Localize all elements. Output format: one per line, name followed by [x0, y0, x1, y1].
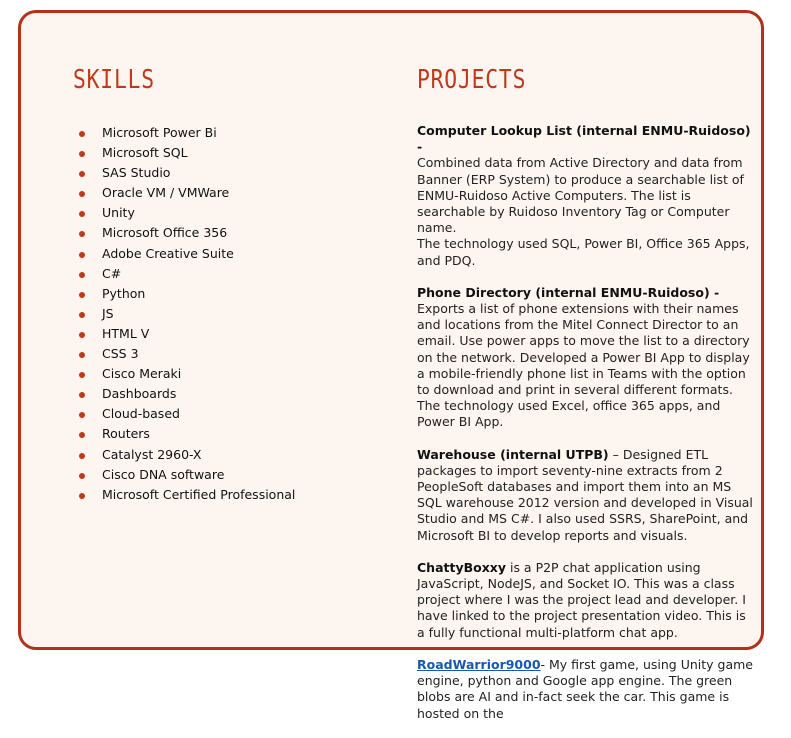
skill-item [73, 143, 373, 163]
skill-label: Cisco DNA software [102, 466, 225, 482]
project-title: ChattyBoxxy [417, 559, 506, 575]
skill-label: Cisco Meraki [102, 366, 182, 382]
skills-list [73, 123, 373, 505]
skill-label: Microsoft Office 356 [102, 225, 228, 241]
bullet-icon [79, 191, 85, 197]
skill-item [73, 445, 373, 465]
skill-label: Microsoft Power Bi [102, 125, 217, 140]
skill-item [73, 465, 373, 485]
skill-label: C# [102, 265, 122, 281]
skill-label: HTML V [102, 325, 150, 341]
project-description: Exports a list of phone extensions with their names and locations from the Mitel Connect Director to an email. Use power apps to move the list to a directory on the network. Developed a Power BI App to display a mobile-friendly phone list in Teams with the option to download and print in several different formats. [417, 301, 750, 398]
bullet-icon [79, 131, 85, 137]
project-description: - My first game, using Unity game engine, python and Google app engine. The green blobs are AI and in-fact seek the car. This game is hosted on the [417, 656, 753, 721]
skill-label: Unity [102, 205, 135, 221]
bullet-icon [79, 372, 85, 378]
bullet-icon [79, 171, 85, 177]
bullet-icon [79, 473, 85, 479]
skill-item [73, 123, 373, 143]
skill-label: Routers [102, 426, 150, 442]
bullet-icon [79, 332, 85, 338]
bullet-icon [79, 432, 85, 438]
skill-item [73, 384, 373, 404]
skill-item [73, 324, 373, 344]
skill-label: Microsoft SQL [102, 145, 188, 161]
skill-item [73, 264, 373, 284]
bullet-icon [79, 231, 85, 237]
project-title: Computer Lookup List (internal ENMU-Ruidoso) - [417, 123, 751, 155]
skill-item [73, 223, 373, 243]
project-tech: The technology used Excel, office 365 apps, and Power BI App. [417, 398, 721, 430]
bullet-icon [79, 312, 85, 318]
skills-heading: SKILLS [73, 65, 155, 95]
bullet-icon [79, 272, 85, 278]
bullet-icon [79, 292, 85, 298]
skill-label: JS [102, 305, 114, 321]
skill-label: Python [102, 285, 146, 301]
project-computer-lookup [417, 123, 757, 269]
project-tech: The technology used SQL, Power BI, Office 365 Apps, and PDQ. [417, 236, 750, 268]
project-phone-directory [417, 285, 757, 431]
roadwarrior-link[interactable]: RoadWarrior9000 [417, 656, 541, 672]
resume-card [18, 10, 764, 721]
bullet-icon [79, 392, 85, 398]
project-title: Phone Directory (internal ENMU-Ruidoso) - [417, 284, 720, 300]
skill-label: Dashboards [102, 386, 177, 402]
projects-heading: PROJECTS [417, 65, 527, 95]
skill-item [73, 203, 373, 223]
skill-item [73, 284, 373, 304]
project-description: is a P2P chat application using JavaScript, NodeJS, and Socket IO. This was a class project where I was the project lead and developer. I have linked to the project presentation video. This is a fully functional multi-platform chat app. [417, 559, 746, 640]
bullet-icon [79, 412, 85, 418]
skill-item [73, 364, 373, 384]
skill-label: Microsoft Certified Professional [102, 486, 296, 502]
project-description: – Designed ETL packages to import seventy-nine extracts from 2 PeopleSoft databases and import them into an MS SQL warehouse 2012 version and developed in Visual Studio and MS C#. I also used SSRS, SharePoint, and Microsoft BI to develop reports and visuals. [417, 446, 753, 543]
bullet-icon [79, 453, 85, 459]
skill-label: Adobe Creative Suite [102, 245, 234, 261]
skill-label: Catalyst 2960-X [102, 446, 202, 462]
bullet-icon [79, 151, 85, 157]
project-description: Combined data from Active Directory and data from Banner (ERP System) to produce a searchable list of ENMU-Ruidoso Active Computers. The list is searchable by Ruidoso Inventory Tag or Computer name. [417, 155, 744, 236]
skill-label: Oracle VM / VMWare [102, 185, 230, 201]
skills-section [73, 65, 373, 505]
projects-section [417, 65, 757, 738]
skill-item [73, 183, 373, 203]
skill-label: CSS 3 [102, 346, 139, 362]
bullet-icon [79, 352, 85, 358]
bullet-icon [79, 252, 85, 258]
project-roadwarrior [417, 657, 757, 722]
skill-item [73, 485, 373, 505]
skill-item [73, 244, 373, 264]
skill-item [73, 304, 373, 324]
bullet-icon [79, 493, 85, 499]
skill-item [73, 424, 373, 444]
project-chattyboxxy [417, 560, 757, 641]
skill-item [73, 344, 373, 364]
skill-item [73, 163, 373, 183]
project-warehouse [417, 447, 757, 544]
bullet-icon [79, 211, 85, 217]
skill-label: Cloud-based [102, 406, 180, 422]
project-title: Warehouse (internal UTPB) [417, 446, 609, 462]
skill-item [73, 404, 373, 424]
skill-label: SAS Studio [102, 165, 171, 181]
